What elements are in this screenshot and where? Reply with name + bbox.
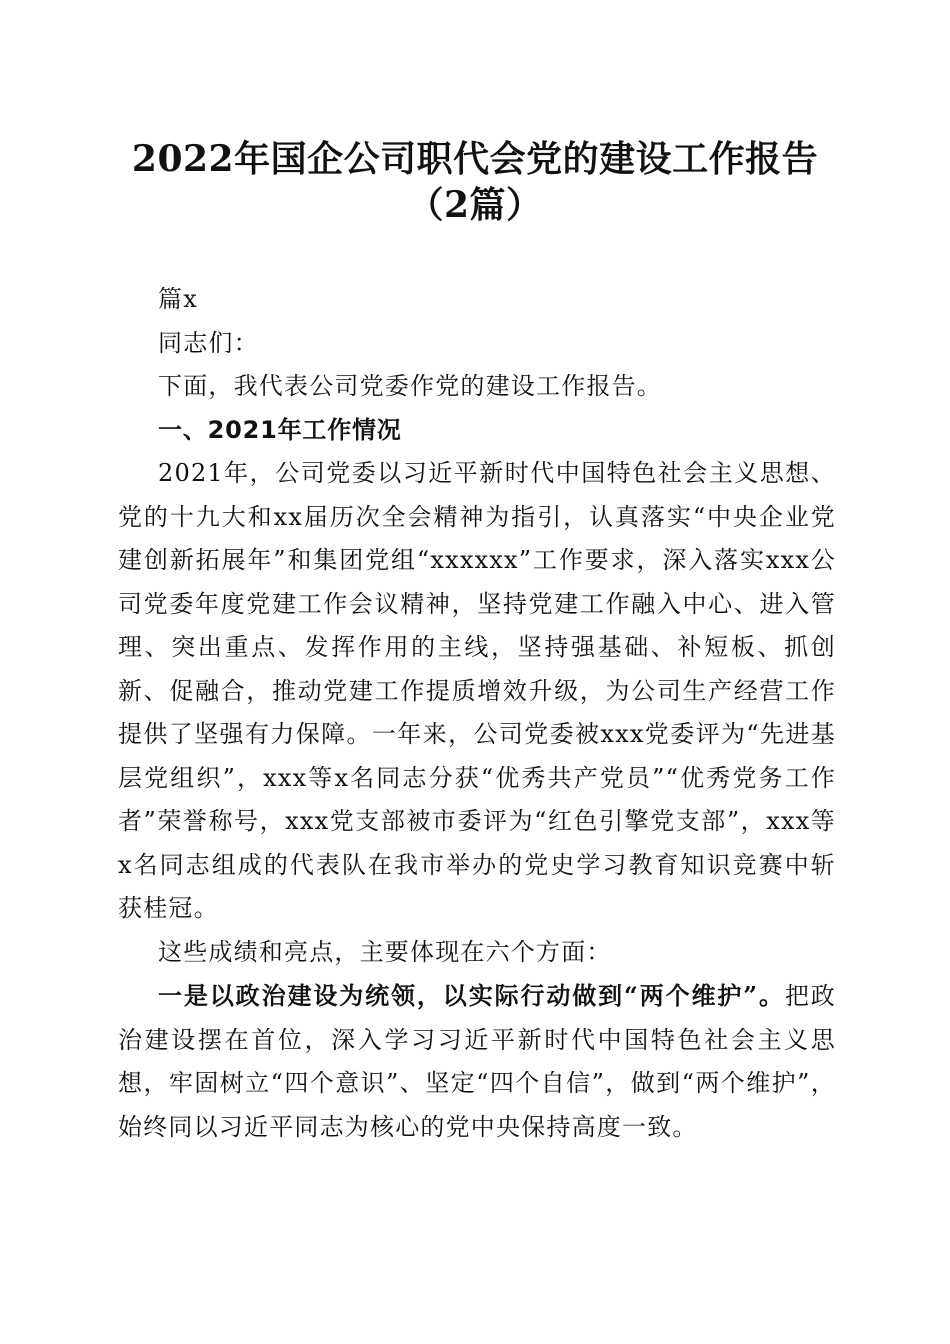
intro-paragraph: 下面，我代表公司党委作党的建设工作报告。 — [158, 372, 662, 400]
document-body — [118, 278, 836, 1149]
salutation: 同志们： — [158, 328, 259, 357]
document-title: 2022年国企公司职代会党的建设工作报告（2篇） — [131, 138, 819, 226]
paragraph-political-building — [118, 974, 836, 1149]
paragraph-lead-sentence: 一是以政治建设为统领，以实际行动做到“两个维护”。 — [158, 981, 785, 1010]
paragraph-body-text: 把政治建设摆在首位，深入学习习近平新时代中国特色社会主义思想，牢固树立“四个意识”、坚定“四个自信”，做到“两个维护”，始终同以习近平同志为核心的党中央保持高度一致。 — [118, 982, 836, 1141]
paragraph-work-summary: 2021年，公司党委以习近平新时代中国特色社会主义思想、党的十九大和xx届历次全会精神为指引，认真落实“中央企业党建创新拓展年”和集团党组“xxxxxx”工作要求，深入落实xxx公司党委年度党建工作会议精神，坚持党建工作融入中心、进入管理、突出重点、发挥作用的主线，坚持强基础、补短板、抓创新、促融合，推动党建工作提质增效升级，为公司生产经营工作提供了坚强有力保障。一年来，公司党委被xxx党委评为“先进基层党组织”，xxx等x名同志分获“优秀共产党员”“优秀党务工作者”荣誉称号，xxx党支部被市委评为“红色引擎党支部”，xxx等x名同志组成的代表队在我市举办的党史学习教育知识竞赛中斩获桂冠。 — [118, 459, 836, 922]
paragraph-six-aspects: 这些成绩和亮点，主要体现在六个方面： — [158, 937, 612, 966]
section-heading: 一、2021年工作情况 — [158, 415, 402, 444]
chapter-label: 篇x — [158, 285, 198, 313]
